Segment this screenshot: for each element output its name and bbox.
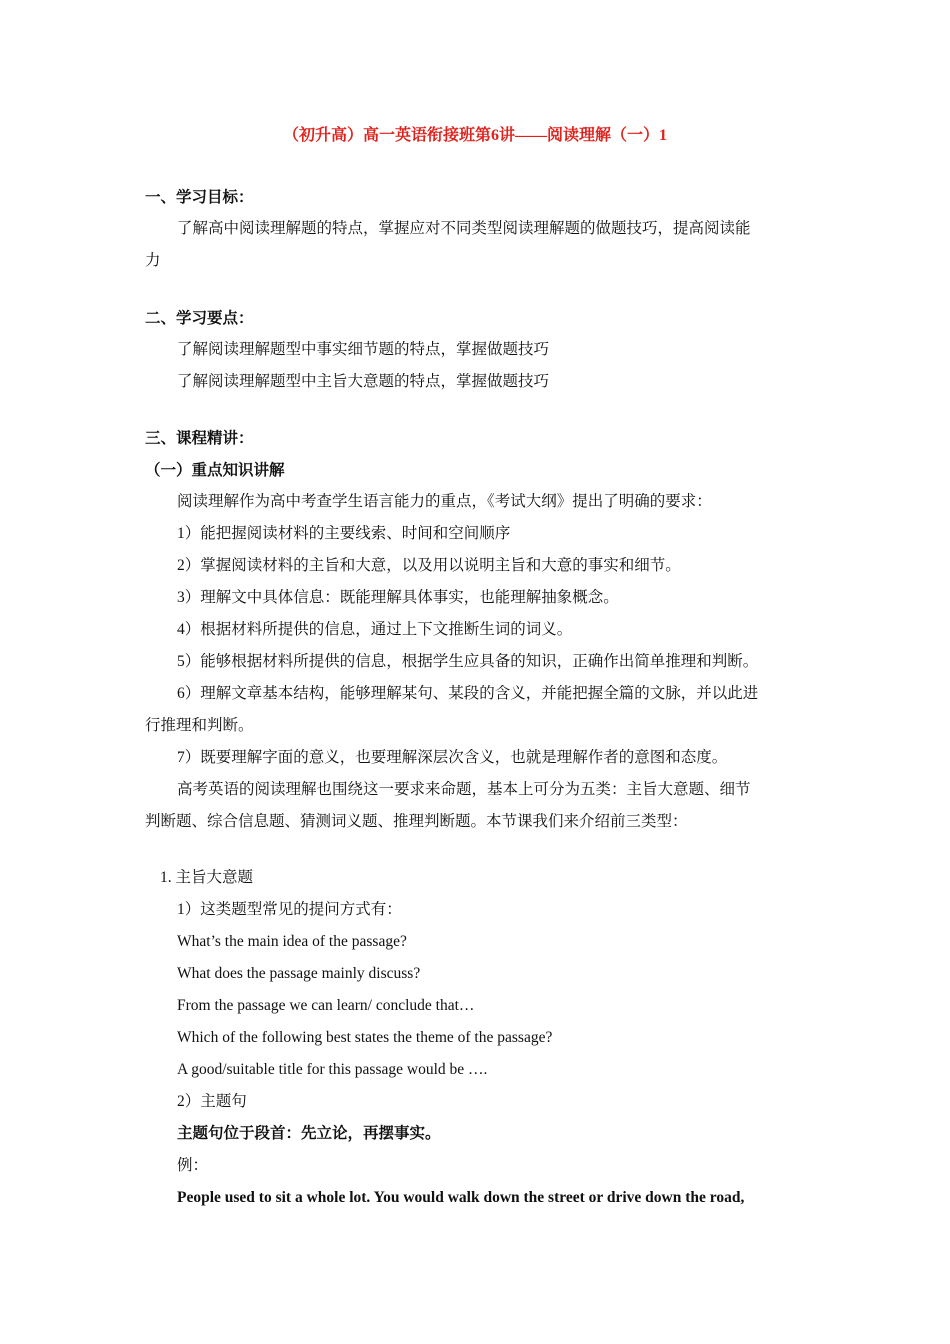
paragraph-line: 阅读理解作为高中考查学生语言能力的重点，《考试大纲》提出了明确的要求： bbox=[177, 493, 712, 510]
paragraph-line: 1）这类题型常见的提问方式有： bbox=[177, 901, 402, 918]
topic-rule: 主题句位于段首：先立论，再摆事实。 bbox=[177, 1125, 441, 1142]
type-heading: 1. 主旨大意题 bbox=[160, 869, 254, 886]
list-item: 3）理解文中具体信息：既能理解具体事实，也能理解抽象概念。 bbox=[177, 589, 619, 606]
paragraph-line: 了解高中阅读理解题的特点，掌握应对不同类型阅读理解题的做题技巧，提高阅读能 bbox=[177, 220, 751, 237]
list-item: 4）根据材料所提供的信息，通过上下文推断生词的词义。 bbox=[177, 621, 573, 638]
list-item: 了解阅读理解题型中主旨大意题的特点，掌握做题技巧 bbox=[177, 373, 550, 390]
paragraph-line: 力 bbox=[145, 252, 161, 269]
document-title: （初升高）高一英语衔接班第6讲——阅读理解（一）1 bbox=[282, 127, 667, 144]
sub-heading: （一）重点知识讲解 bbox=[145, 462, 285, 479]
question-example: From the passage we can learn/ conclude that… bbox=[177, 997, 475, 1014]
section-heading-keypoints: 二、学习要点： bbox=[145, 310, 254, 327]
list-item: 行推理和判断。 bbox=[145, 717, 254, 734]
section-heading-lecture: 三、课程精讲： bbox=[145, 430, 254, 447]
question-example: A good/suitable title for this passage would be …. bbox=[177, 1061, 488, 1078]
list-item: 7）既要理解字面的意义，也要理解深层次含义，也就是理解作者的意图和态度。 bbox=[177, 749, 728, 766]
example-label: 例： bbox=[177, 1157, 209, 1174]
paragraph-line: 高考英语的阅读理解也围绕这一要求来命题，基本上可分为五类：主旨大意题、细节 bbox=[177, 781, 751, 798]
question-example: What does the passage mainly discuss? bbox=[177, 965, 421, 982]
paragraph-line: 判断题、综合信息题、猜测词义题、推理判断题。本节课我们来介绍前三类型： bbox=[145, 813, 688, 830]
list-item: 5）能够根据材料所提供的信息，根据学生应具备的知识，正确作出简单推理和判断。 bbox=[177, 653, 759, 670]
section-heading-goals: 一、学习目标： bbox=[145, 189, 254, 206]
list-item: 1）能把握阅读材料的主要线索、时间和空间顺序 bbox=[177, 525, 511, 542]
list-item: 了解阅读理解题型中事实细节题的特点，掌握做题技巧 bbox=[177, 341, 550, 358]
question-example: Which of the following best states the theme of the passage? bbox=[177, 1029, 553, 1046]
question-example: What’s the main idea of the passage? bbox=[177, 933, 407, 950]
example-text: People used to sit a whole lot. You would walk down the street or drive down the road, bbox=[177, 1189, 745, 1206]
list-item: 2）掌握阅读材料的主旨和大意，以及用以说明主旨和大意的事实和细节。 bbox=[177, 557, 681, 574]
paragraph-line: 2）主题句 bbox=[177, 1093, 247, 1110]
list-item: 6）理解文章基本结构，能够理解某句、某段的含义，并能把握全篇的文脉，并以此进 bbox=[177, 685, 759, 702]
